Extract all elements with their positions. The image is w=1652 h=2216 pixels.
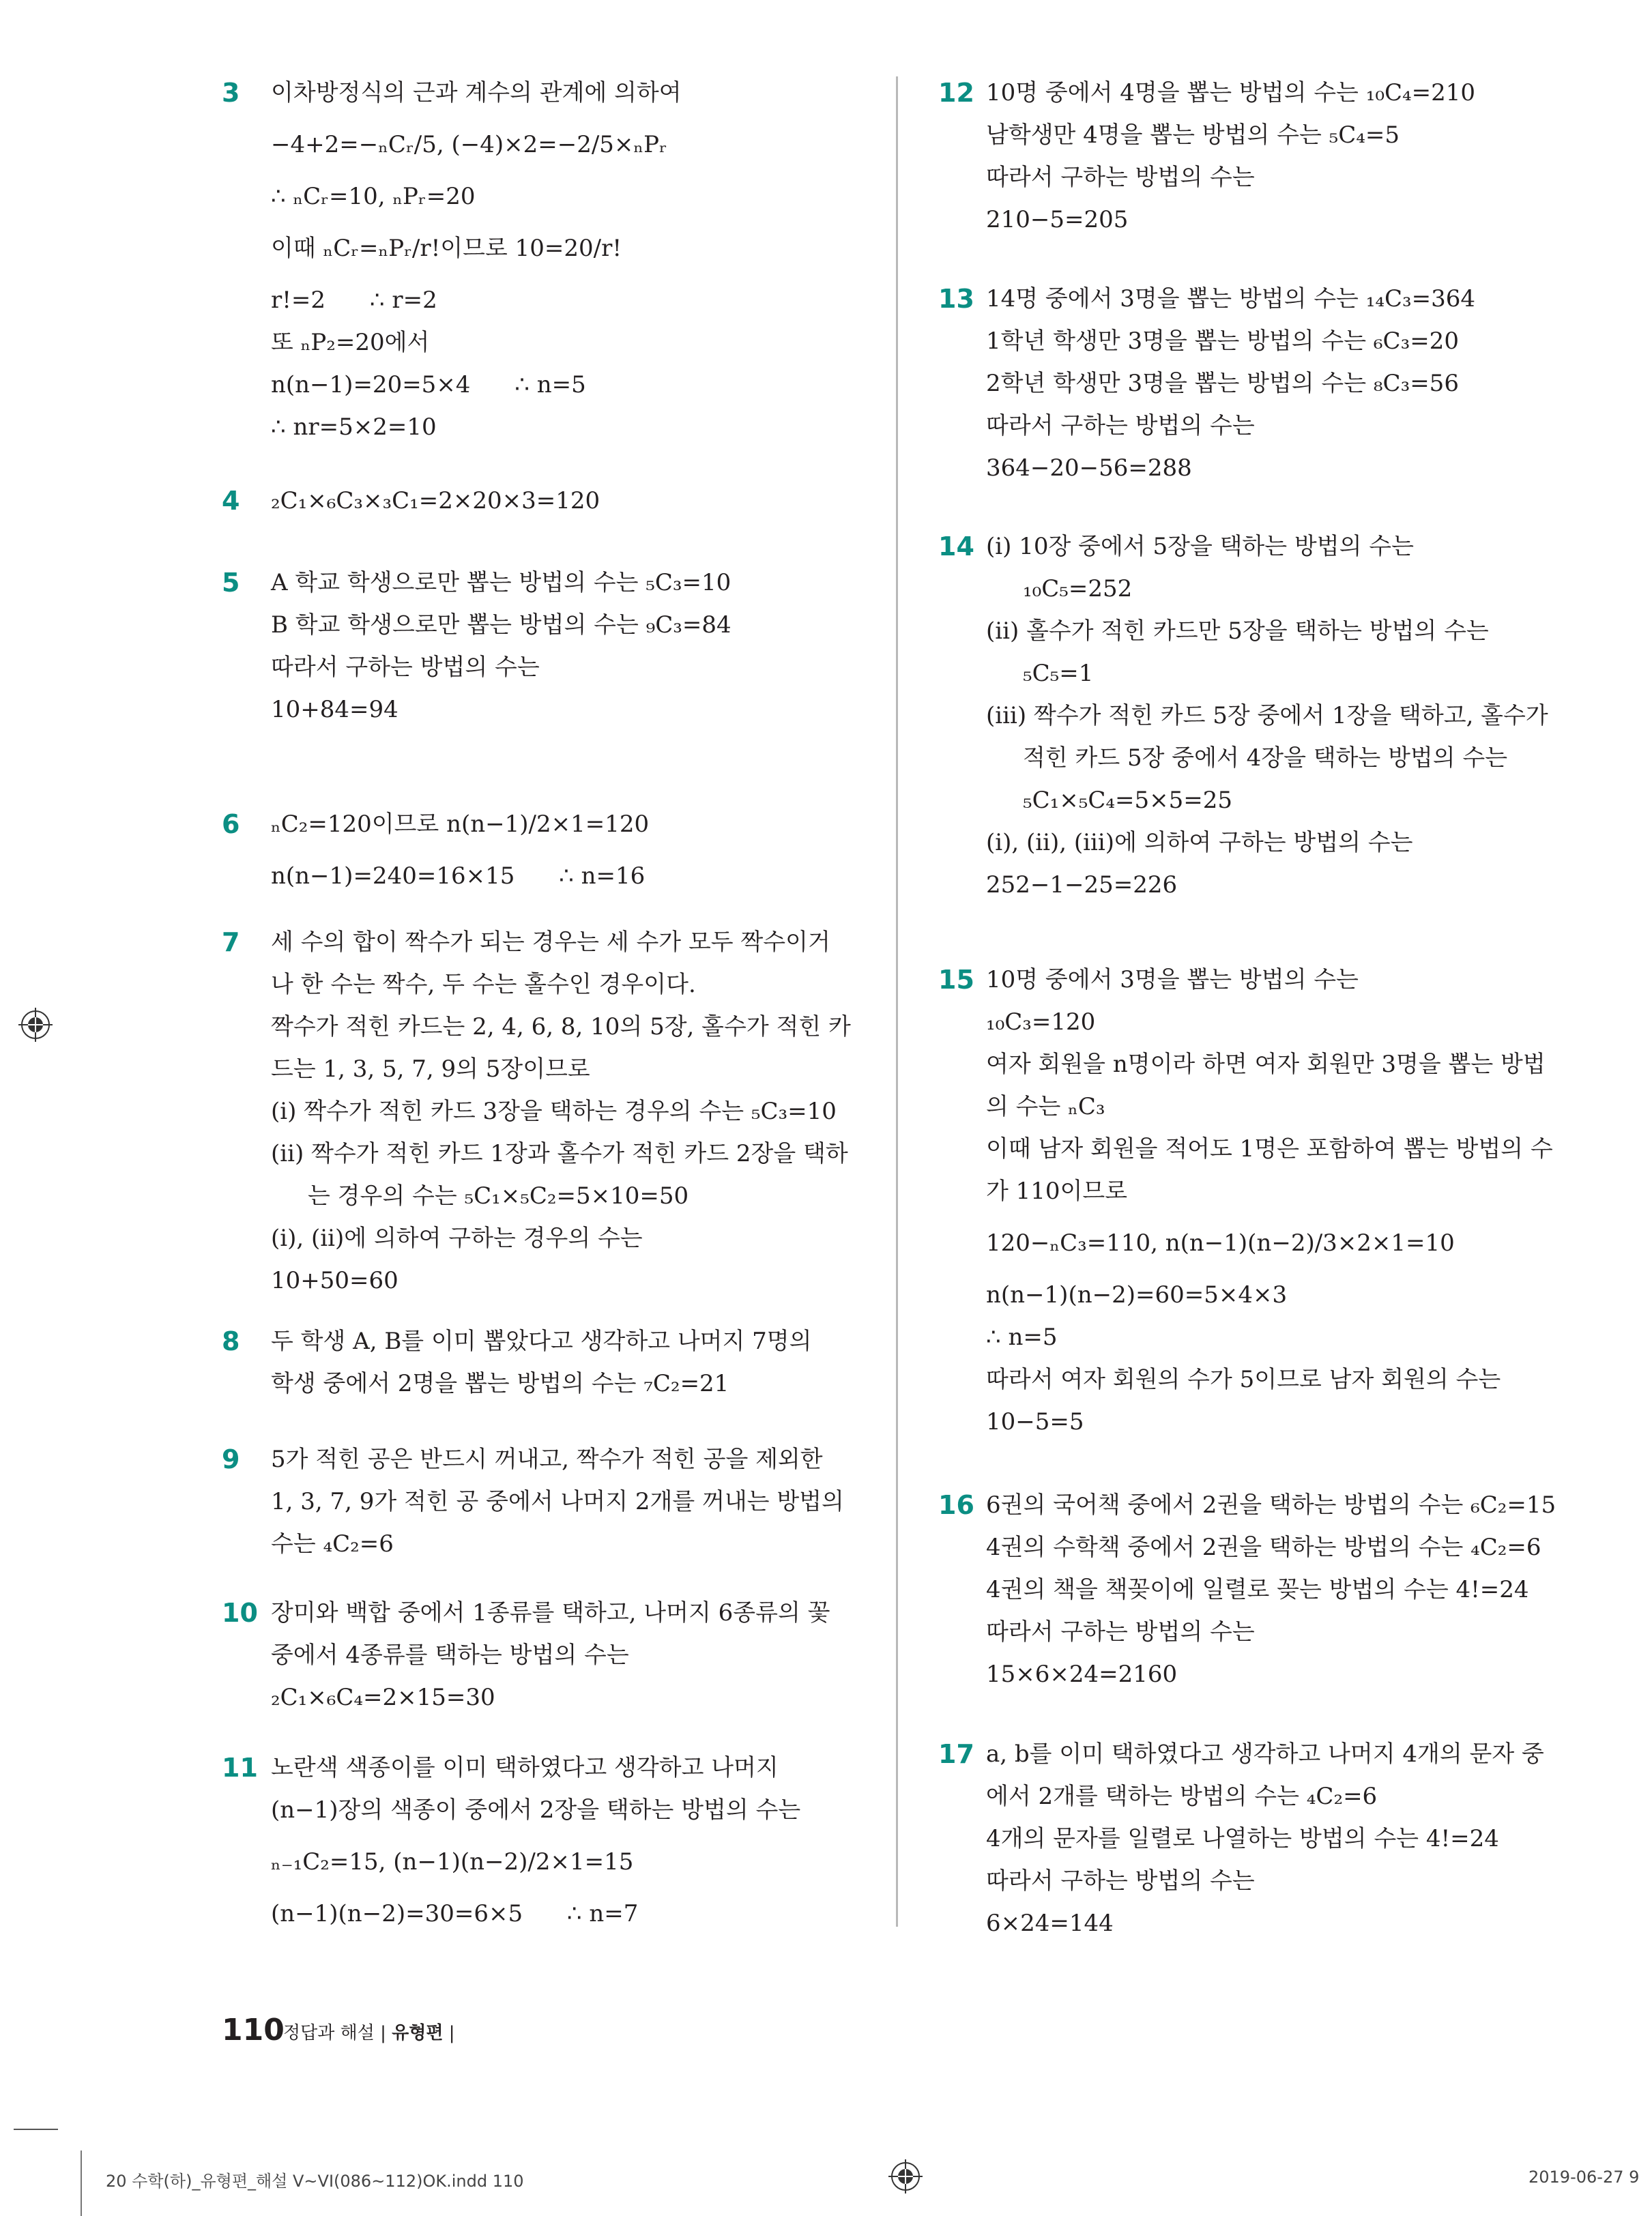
problem-6 [222, 793, 863, 897]
solution-line: 이차방정식의 근과 계수의 관계에 의하여 [271, 79, 682, 106]
solution-line: (ⅰ), (ⅱ)에 의하여 구하는 경우의 수는 [271, 1225, 643, 1252]
solution-line: 4권의 책을 책꽂이에 일렬로 꽂는 방법의 수는 4!=24 [986, 1576, 1529, 1603]
section-label-end: | [448, 2023, 455, 2043]
solution-line: 14명 중에서 3명을 뽑는 방법의 수는 ₁₄C₃=364 [986, 285, 1476, 312]
problem-solution [986, 1733, 1576, 1944]
solution-line: 두 학생 A, B를 이미 뽑았다고 생각하고 나머지 7명의 [271, 1328, 812, 1355]
solution-line: (n−1)(n−2)=30=6×5 ∴ n=7 [271, 1900, 639, 1927]
solution-line: 세 수의 합이 짝수가 되는 경우는 세 수가 모두 짝수이거 [271, 929, 830, 956]
solution-line: 10명 중에서 4명을 뽑는 방법의 수는 ₁₀C₄=210 [986, 79, 1476, 106]
problem-16 [938, 1484, 1576, 1695]
problem-solution [271, 921, 863, 1302]
solution-line: 학생 중에서 2명을 뽑는 방법의 수는 ₇C₂=21 [271, 1370, 729, 1397]
problem-15 [938, 959, 1576, 1443]
solution-line: 적힌 카드 5장 중에서 4장을 택하는 방법의 수는 [1023, 744, 1508, 772]
solution-line: ₂C₁×₆C₄=2×15=30 [271, 1684, 495, 1711]
problem-number: 9 [222, 1444, 240, 1474]
problem-number: 15 [938, 965, 974, 995]
problem-14 [938, 525, 1576, 906]
crop-mark [14, 2129, 58, 2130]
solution-line: 4개의 문자를 일렬로 나열하는 방법의 수는 4!=24 [986, 1825, 1499, 1852]
print-date: 2019-06-27 9 [1528, 2168, 1640, 2187]
problem-number: 7 [222, 927, 240, 957]
solution-line: 따라서 구하는 방법의 수는 [271, 654, 540, 681]
column-divider [896, 76, 898, 1927]
page-number: 110 [222, 2013, 285, 2047]
crop-mark [81, 2151, 82, 2216]
solution-line: 짝수가 적힌 카드는 2, 4, 6, 8, 10의 5장, 홀수가 적힌 카 [271, 1013, 851, 1040]
problem-number: 3 [222, 78, 240, 108]
solution-line: (ⅲ) 짝수가 적힌 카드 5장 중에서 1장을 택하고, 홀수가 [986, 702, 1548, 729]
problem-4 [222, 480, 863, 522]
problem-12 [938, 72, 1576, 241]
solution-line: 120−ₙC₃=110, n(n−1)(n−2)/3×2×1=10 [986, 1229, 1455, 1257]
solution-line: ₅C₁×₅C₄=5×5=25 [1023, 787, 1233, 814]
solution-line: ₁₀C₃=120 [986, 1008, 1096, 1036]
solution-line: 의 수는 ₙC₃ [986, 1093, 1105, 1120]
solution-line: ₅C₅=1 [1023, 660, 1094, 687]
problem-number: 4 [222, 486, 240, 516]
solution-line: ₁₀C₅=252 [1023, 575, 1133, 602]
problem-11 [222, 1747, 863, 1935]
solution-line: 노란색 색종이를 이미 택하였다고 생각하고 나머지 [271, 1754, 779, 1781]
problem-solution [986, 1484, 1576, 1695]
problem-number: 6 [222, 809, 240, 839]
problem-number: 12 [938, 78, 974, 108]
solution-line: 또 ₙP₂=20에서 [271, 329, 430, 356]
page-section-label [283, 2019, 455, 2044]
print-file-name: 20 수학(하)_유형편_해설 V~VI(086~112)OK.indd 110 [106, 2172, 524, 2191]
problem-solution [271, 1438, 863, 1565]
problem-13 [938, 278, 1576, 489]
problem-number: 11 [222, 1753, 258, 1783]
registration-mark-icon [18, 1008, 53, 1042]
solution-line: 에서 2개를 택하는 방법의 수는 ₄C₂=6 [986, 1783, 1378, 1810]
solution-line: −4+2=−ₙCᵣ/5, (−4)×2=−2/5×ₙPᵣ [271, 131, 667, 158]
problem-number: 8 [222, 1326, 240, 1356]
problem-solution [986, 278, 1576, 489]
problem-solution [986, 72, 1576, 241]
problem-10 [222, 1592, 863, 1719]
problem-3 [222, 72, 863, 448]
solution-line: 10명 중에서 3명을 뽑는 방법의 수는 [986, 966, 1359, 993]
solution-line: 따라서 구하는 방법의 수는 [986, 412, 1255, 439]
solution-line: 이때 남자 회원을 적어도 1명은 포함하여 뽑는 방법의 수 [986, 1135, 1553, 1163]
problem-number: 10 [222, 1598, 258, 1628]
solution-line: 10+50=60 [271, 1267, 398, 1294]
section-name: 유형편 [392, 2023, 444, 2043]
problem-solution [271, 1747, 863, 1935]
problem-number: 16 [938, 1490, 974, 1520]
solution-line: 1학년 학생만 3명을 뽑는 방법의 수는 ₆C₃=20 [986, 327, 1459, 355]
solution-line: ∴ n=5 [986, 1324, 1058, 1351]
solution-line: 5가 적힌 공은 반드시 꺼내고, 짝수가 적힌 공을 제외한 [271, 1446, 823, 1473]
solution-line: 중에서 4종류를 택하는 방법의 수는 [271, 1642, 629, 1669]
solution-line: 6권의 국어책 중에서 2권을 택하는 방법의 수는 ₆C₂=15 [986, 1491, 1556, 1519]
solution-line: 나 한 수는 짝수, 두 수는 홀수인 경우이다. [271, 971, 696, 998]
section-label-text: 정답과 해설 | [283, 2023, 386, 2043]
solution-line: (ⅱ) 짝수가 적힌 카드 1장과 홀수가 적힌 카드 2장을 택하 [271, 1140, 848, 1167]
solution-line: 364−20−56=288 [986, 454, 1192, 482]
solution-line: A 학교 학생으로만 뽑는 방법의 수는 ₅C₃=10 [271, 569, 731, 596]
solution-line: 따라서 여자 회원의 수가 5이므로 남자 회원의 수는 [986, 1366, 1501, 1393]
problem-8 [222, 1320, 863, 1405]
problem-solution [271, 72, 863, 448]
solution-line: 10−5=5 [986, 1408, 1084, 1435]
solution-line: n(n−1)(n−2)=60=5×4×3 [986, 1281, 1288, 1309]
solution-line: 이때 ₙCᵣ=ₙPᵣ/r!이므로 10=20/r! [271, 235, 622, 262]
solution-line: 따라서 구하는 방법의 수는 [986, 1618, 1255, 1646]
registration-mark-icon [888, 2159, 923, 2193]
solution-line: B 학교 학생으로만 뽑는 방법의 수는 ₉C₃=84 [271, 611, 731, 639]
problem-number: 14 [938, 531, 974, 562]
solution-line: 252−1−25=226 [986, 871, 1178, 899]
problem-solution [271, 562, 863, 731]
solution-line: 4권의 수학책 중에서 2권을 택하는 방법의 수는 ₄C₂=6 [986, 1534, 1541, 1561]
solution-line: 6×24=144 [986, 1910, 1114, 1937]
problem-17 [938, 1733, 1576, 1944]
solution-line: (ⅰ) 10장 중에서 5장을 택하는 방법의 수는 [986, 533, 1414, 560]
solution-line: 10+84=94 [271, 696, 398, 723]
solution-line: ∴ ₙCᵣ=10, ₙPᵣ=20 [271, 183, 476, 210]
problem-solution [271, 480, 863, 522]
solution-line: ₂C₁×₆C₃×₃C₁=2×20×3=120 [271, 487, 600, 514]
solution-line: 장미와 백합 중에서 1종류를 택하고, 나머지 6종류의 꽃 [271, 1599, 830, 1627]
problem-5 [222, 562, 863, 731]
problem-solution [986, 525, 1576, 906]
problem-7 [222, 921, 863, 1302]
problem-solution [271, 793, 863, 897]
problem-solution [271, 1592, 863, 1719]
problem-solution [986, 959, 1576, 1443]
solution-line: ∴ nr=5×2=10 [271, 413, 437, 441]
solution-line: 1, 3, 7, 9가 적힌 공 중에서 나머지 2개를 꺼내는 방법의 [271, 1488, 844, 1515]
problem-number: 13 [938, 284, 974, 314]
solution-line: 수는 ₄C₂=6 [271, 1530, 394, 1558]
problem-number: 5 [222, 568, 240, 598]
solution-line: 는 경우의 수는 ₅C₁×₅C₂=5×10=50 [308, 1182, 689, 1210]
solution-line: 15×6×24=2160 [986, 1661, 1178, 1688]
solution-line: (ⅰ), (ⅱ), (ⅲ)에 의하여 구하는 방법의 수는 [986, 829, 1413, 856]
solution-line: ₙ₋₁C₂=15, (n−1)(n−2)/2×1=15 [271, 1848, 634, 1876]
problem-solution [271, 1320, 863, 1405]
solution-line: a, b를 이미 택하였다고 생각하고 나머지 4개의 문자 중 [986, 1740, 1544, 1768]
problem-number: 17 [938, 1739, 974, 1769]
solution-line: n(n−1)=20=5×4 ∴ n=5 [271, 371, 586, 398]
solution-line: (n−1)장의 색종이 중에서 2장을 택하는 방법의 수는 [271, 1796, 801, 1824]
problem-9 [222, 1438, 863, 1565]
solution-line: r!=2 ∴ r=2 [271, 287, 437, 314]
solution-line: 여자 회원을 n명이라 하면 여자 회원만 3명을 뽑는 방법 [986, 1051, 1546, 1078]
solution-line: (ⅱ) 홀수가 적힌 카드만 5장을 택하는 방법의 수는 [986, 617, 1489, 645]
solution-line: 드는 1, 3, 5, 7, 9의 5장이므로 [271, 1055, 590, 1083]
solution-line: 가 110이므로 [986, 1178, 1128, 1205]
solution-line: (ⅰ) 짝수가 적힌 카드 3장을 택하는 경우의 수는 ₅C₃=10 [271, 1098, 837, 1125]
solution-line: ₙC₂=120이므로 n(n−1)/2×1=120 [271, 811, 650, 838]
solution-line: 남학생만 4명을 뽑는 방법의 수는 ₅C₄=5 [986, 121, 1400, 149]
solution-line: n(n−1)=240=16×15 ∴ n=16 [271, 862, 646, 890]
solution-line: 따라서 구하는 방법의 수는 [986, 164, 1255, 191]
solution-line: 따라서 구하는 방법의 수는 [986, 1867, 1255, 1895]
solution-line: 2학년 학생만 3명을 뽑는 방법의 수는 ₈C₃=56 [986, 370, 1459, 397]
solution-line: 210−5=205 [986, 206, 1129, 233]
